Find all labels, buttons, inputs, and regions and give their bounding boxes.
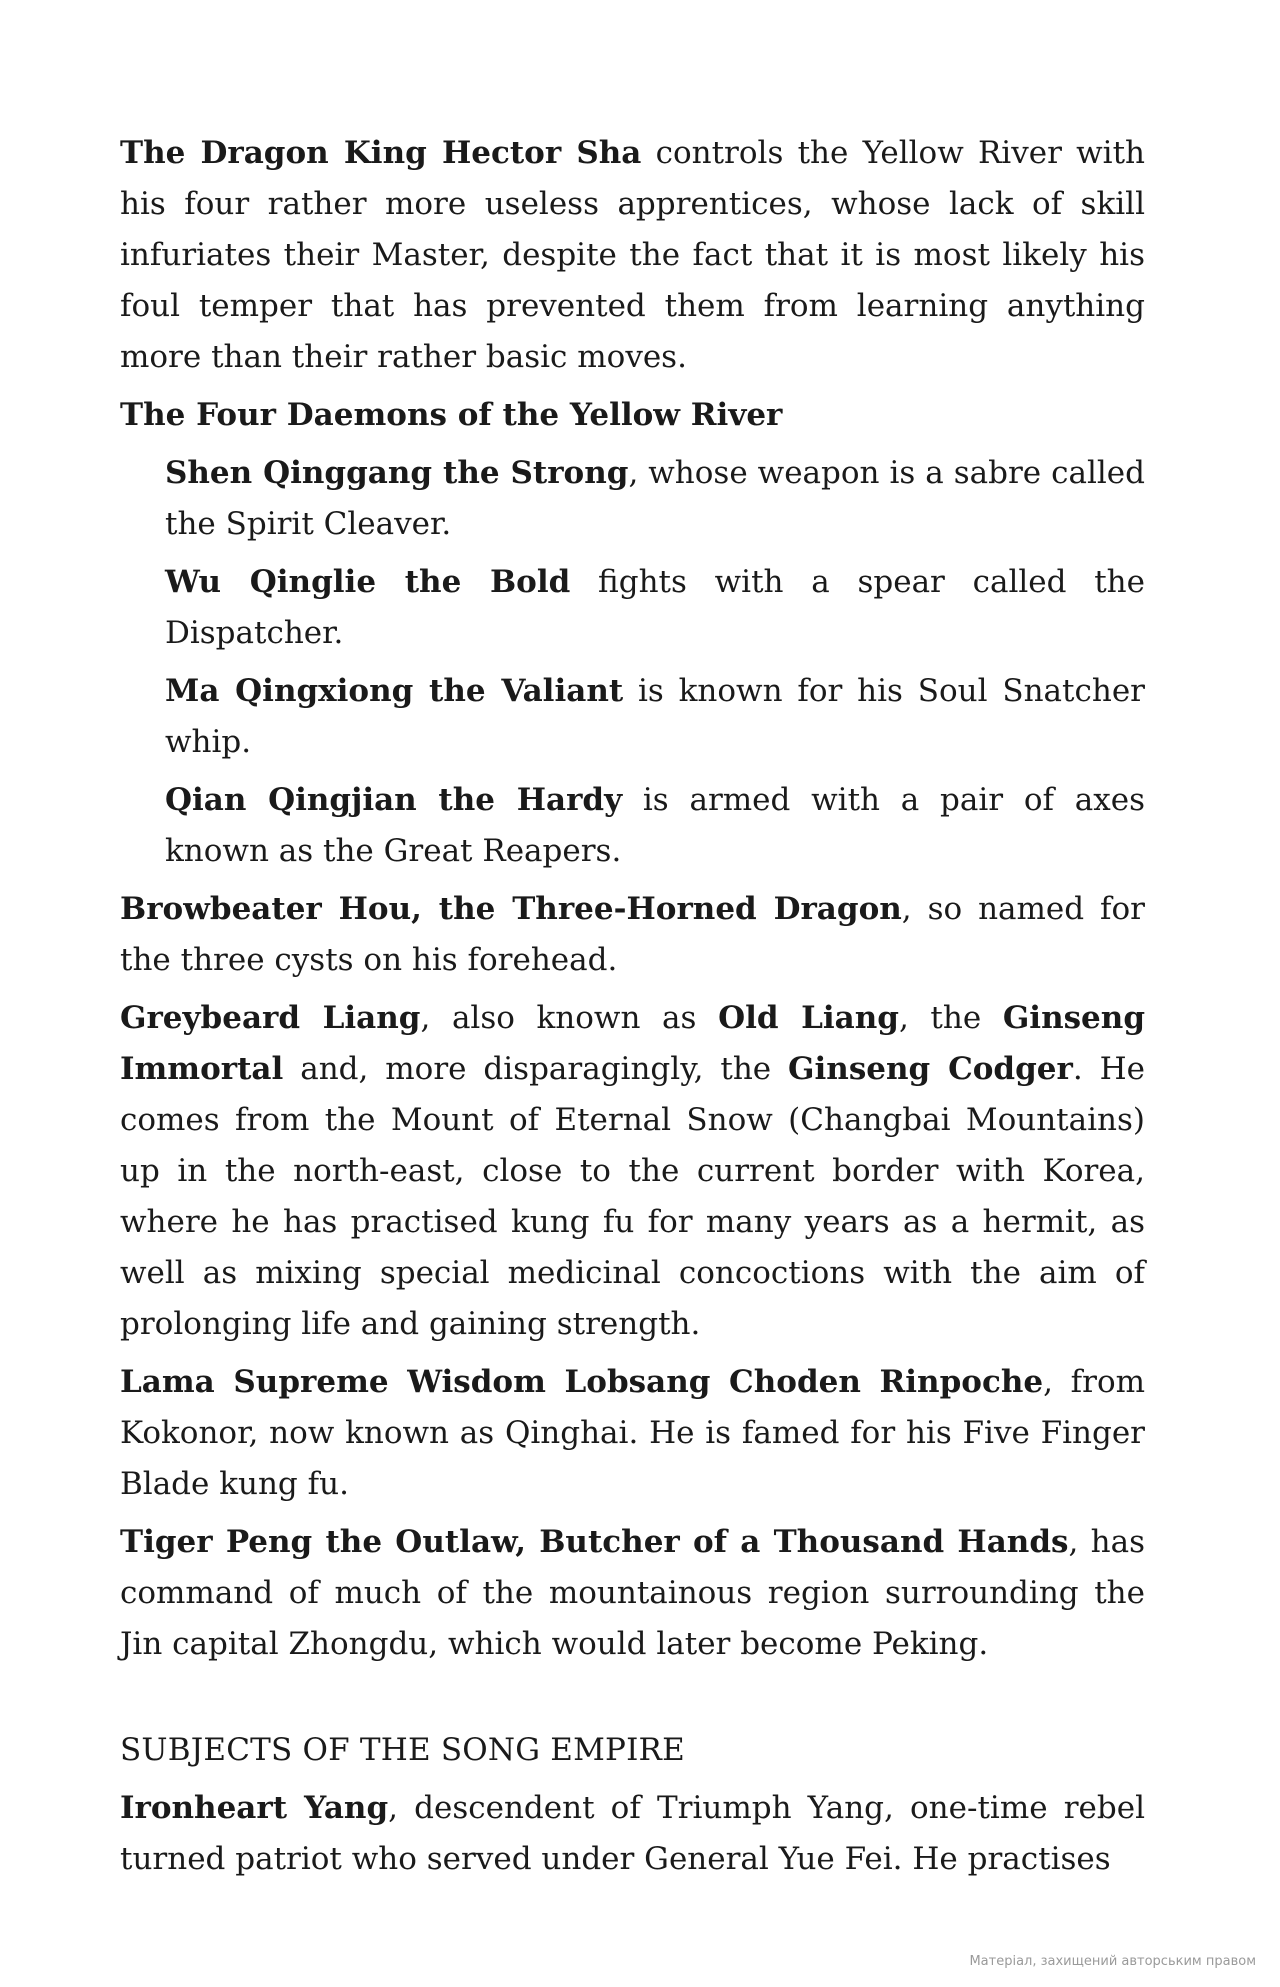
entry-name: Browbeater Hou, the Three-Horned Dragon xyxy=(120,891,902,927)
entry-browbeater-hou xyxy=(120,884,1145,986)
group-heading: The Four Daemons of the Yellow River xyxy=(120,397,783,433)
entry-text: and, more disparagingly, the xyxy=(283,1051,789,1087)
entry-name: The Dragon King Hector Sha xyxy=(120,135,642,171)
entry-text: . He comes from the Mount of Eternal Snow (Changbai Mountains) up in the north-east, close to the current border with Korea, where he has practised kung fu for many years as a hermit, as well as mixing special medicinal concoctions with the aim of prolonging life and gaining strength. xyxy=(120,1051,1145,1342)
entry-text: , has command of much of the mountainous region surrounding the Jin capital Zhongdu, which would later become Peking. xyxy=(120,1524,1145,1662)
entry-greybeard-liang xyxy=(120,993,1145,1350)
entry-name: Tiger Peng the Outlaw, Butcher of a Thousand Hands xyxy=(120,1524,1069,1560)
entry-ironheart-yang xyxy=(120,1783,1145,1885)
entry-text: , also known as xyxy=(420,1000,719,1036)
entry-text: , so named for the three cysts on his forehead. xyxy=(120,891,1145,978)
entry-name: Greybeard Liang xyxy=(120,1000,421,1036)
copyright-watermark: Матеріал, захищений авторським правом xyxy=(969,1954,1256,1969)
entry-name: Ma Qingxiong the Valiant xyxy=(165,673,624,709)
entry-lama-lobsang xyxy=(120,1357,1145,1510)
entry-name: Lama Supreme Wisdom Lobsang Choden Rinpoche xyxy=(120,1364,1044,1400)
entry-text: , from Kokonor, now known as Qinghai. He is famed for his Five Finger Blade kung fu. xyxy=(120,1364,1145,1502)
entry-text: , whose weapon is a sabre called the Spirit Cleaver. xyxy=(165,455,1145,542)
entry-text: , descendent of Triumph Yang, one-time rebel turned patriot who served under General Yue Fei. He practises xyxy=(120,1790,1145,1877)
entry-alias: Ginseng Immortal xyxy=(120,1000,1145,1087)
entry-qian-qingjian xyxy=(120,775,1145,877)
entry-name: Shen Qinggang the Strong xyxy=(165,455,629,491)
entry-name: Ironheart Yang xyxy=(120,1790,389,1826)
entry-hector-sha xyxy=(120,128,1145,383)
entry-text: controls the Yellow River with his four rather more useless apprentices, whose lack of skill infuriates their Master, despite the fact that it is most likely his foul temper that has prevented them from learning anything more than their rather basic moves. xyxy=(120,135,1145,375)
entry-name: Qian Qingjian the Hardy xyxy=(165,782,623,818)
entry-alias: Ginseng Codger xyxy=(788,1051,1073,1087)
entry-text: fights with a spear called the Dispatcher. xyxy=(165,564,1145,651)
entry-wu-qinglie xyxy=(120,557,1145,659)
entry-text: is armed with a pair of axes known as the Great Reapers. xyxy=(165,782,1145,869)
entry-ma-qingxiong xyxy=(120,666,1145,768)
entry-shen-qinggang xyxy=(120,448,1145,550)
entry-alias: Old Liang xyxy=(718,1000,899,1036)
entry-text: is known for his Soul Snatcher whip. xyxy=(165,673,1145,760)
book-page xyxy=(120,128,1145,1885)
entry-tiger-peng xyxy=(120,1517,1145,1670)
section-title: SUBJECTS OF THE SONG EMPIRE xyxy=(120,1732,685,1768)
entry-text: , the xyxy=(898,1000,1003,1036)
entry-name: Wu Qinglie the Bold xyxy=(165,564,571,600)
